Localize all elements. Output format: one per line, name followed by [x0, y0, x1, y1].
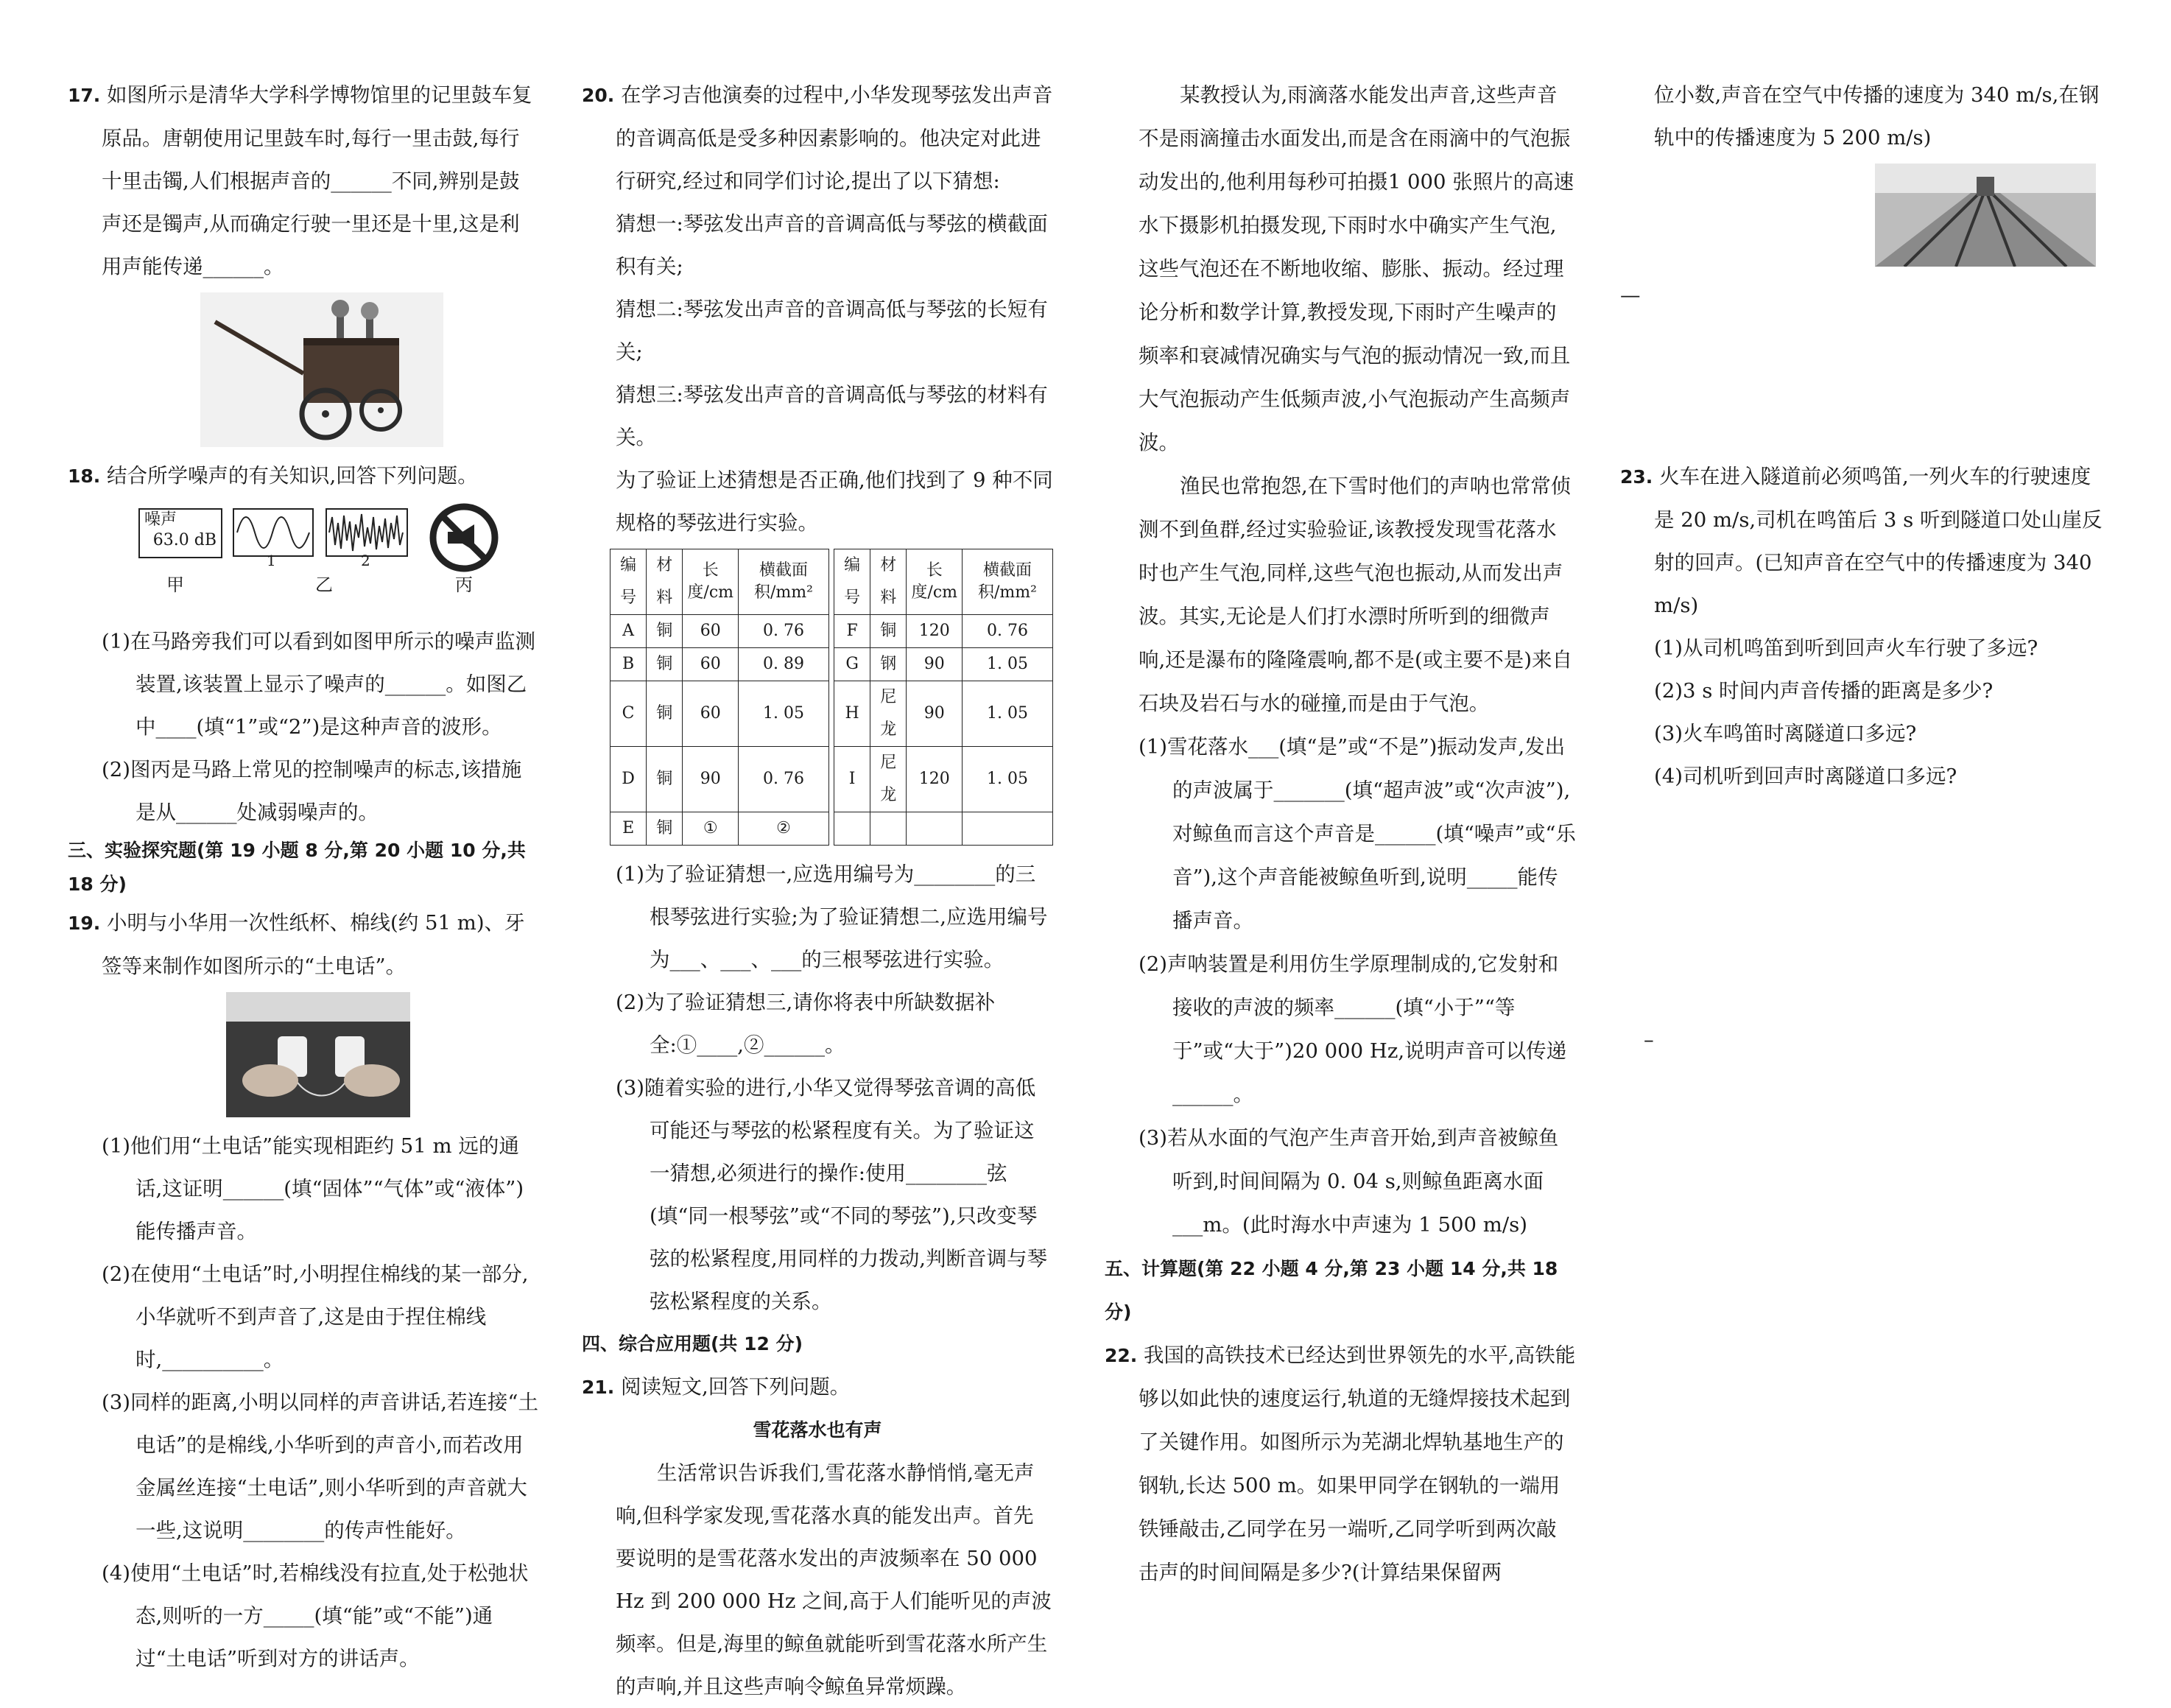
rail-figure — [1875, 164, 2096, 267]
table-row — [611, 747, 1053, 812]
guess-1: 猜想一:琴弦发出声音的音调高低与琴弦的横截面积有关; — [616, 212, 1048, 278]
table-cell: H — [834, 681, 870, 747]
table-cell: B — [611, 648, 647, 681]
table-cell: I — [834, 747, 870, 812]
header-cell: 长度/cm — [907, 549, 963, 615]
table-cell: 60 — [683, 615, 739, 648]
header-cell: 长度/cm — [683, 549, 739, 615]
table-cell: E — [611, 812, 647, 846]
question-21-2: (2)声呐装置是利用仿生学原理制成的,它发射和接收的声波的频率______(填“小于”“等于”或“大于”)20 000 Hz,说明声音可以传递______。 — [1139, 952, 1567, 1106]
table-cell: 120 — [907, 615, 963, 648]
drum-cart-figure — [200, 292, 443, 447]
table-cell: 尼龙 — [870, 681, 907, 747]
table-cell: 90 — [907, 648, 963, 681]
table-cell: 60 — [683, 648, 739, 681]
table-cell: 铜 — [647, 615, 683, 648]
question-19: 19. 小明与小华用一次性纸杯、棉线(约 51 m)、牙签等来制作如图所示的“土电话”。 — [68, 911, 525, 978]
table-cell: 0. 76 — [739, 747, 829, 812]
drum-cart-photo — [200, 292, 443, 447]
figure-label-jia: 甲 — [166, 574, 184, 595]
table-cell: 1. 05 — [739, 681, 829, 747]
question-20: 20. 在学习吉他演奏的过程中,小华发现琴弦发出声音的音调高低是受多种因素影响的。他决定对此进行研究,经过和同学们讨论,提出了以下猜想: — [582, 83, 1053, 193]
table-cell: G — [834, 648, 870, 681]
table-cell: 铜 — [647, 747, 683, 812]
section-4-heading: 四、综合应用题(共 12 分) — [582, 1333, 803, 1354]
table-cell: 1. 05 — [963, 681, 1053, 747]
question-19-2: (2)在使用“土电话”时,小明捏住棉线的某一部分,小华就听不到声音了,这是由于捏住棉线时,__________。 — [102, 1262, 529, 1371]
table-cell: 铜 — [870, 615, 907, 648]
noise-figures — [68, 502, 510, 613]
steel-rail-photo — [1875, 164, 2096, 267]
table-cell — [834, 812, 870, 846]
table-cell — [870, 812, 907, 846]
table-cell: 铜 — [647, 681, 683, 747]
table-cell: 120 — [907, 747, 963, 812]
question-21-3: (3)若从水面的气泡产生声音开始,到声音被鲸鱼听到,时间间隔为 0. 04 s,则鲸鱼距离水面___m。(此时海水中声速为 1 500 m/s) — [1139, 1126, 1559, 1237]
table-cell: ① — [683, 812, 739, 846]
table-cell: F — [834, 615, 870, 648]
string-table-wrap — [610, 549, 1053, 846]
no-horn-sign-icon — [429, 502, 499, 573]
header-cell: 编号 — [834, 549, 870, 615]
table-row — [611, 648, 1053, 681]
table-cell: 0. 76 — [739, 615, 829, 648]
table-cell: 铜 — [647, 648, 683, 681]
header-cell: 编号 — [611, 549, 647, 615]
table-separator — [829, 747, 834, 812]
article-paragraph-2: 某教授认为,雨滴落水能发出声音,这些声音不是雨滴撞击水面发出,而是含在雨滴中的气泡振动发出的,他利用每秒可拍摄1 000 张照片的高速水下摄影机拍摄发现,下雨时水中确实产生气泡,这些气泡还在不断地收缩、膨胀、振动。经过理论分析和数学计算,教授发现,下雨时产生噪声的频率和衰减情况确实与气泡的振动情况一致,而且大气泡振动产生低频声波,小气泡振动产生高频声波。 — [1139, 83, 1574, 454]
wave-label-2: 2 — [361, 552, 370, 569]
table-cell: C — [611, 681, 647, 747]
question-23-3: (3)火车鸣笛时离隧道口多远? — [1654, 722, 1917, 745]
table-cell: 0. 89 — [739, 648, 829, 681]
question-20-intro: 为了验证上述猜想是否正确,他们找到了 9 种不同规格的琴弦进行实验。 — [616, 468, 1053, 535]
question-23-2: (2)3 s 时间内声音传播的距离是多少? — [1654, 679, 1994, 703]
question-17: 17. 如图所示是清华大学科学博物馆里的记里鼓车复原品。唐朝使用记里鼓车时,每行一里击鼓,每行十里击镯,人们根据声音的______不同,辨别是鼓声还是镯声,从而确定行驶一里还是十里,这是利用声能传递______。 — [68, 83, 532, 278]
table-separator — [829, 681, 834, 747]
table-row — [611, 615, 1053, 648]
table-cell: 60 — [683, 681, 739, 747]
figure-label-bing: 丙 — [455, 574, 473, 595]
table-cell: 90 — [907, 681, 963, 747]
string-phone-photo — [226, 992, 410, 1117]
question-20-1: (1)为了验证猜想一,应选用编号为________的三根琴弦进行实验;为了验证猜想二,应选用编号为___、___、___的三根琴弦进行实验。 — [616, 862, 1048, 971]
question-18-2: (2)图丙是马路上常见的控制噪声的标志,该措施是从______处减弱噪声的。 — [102, 758, 522, 824]
wave-label-1: 1 — [267, 552, 276, 569]
question-19-4: (4)使用“土电话”时,若棉线没有拉直,处于松弛状态,则听的一方_____(填“能”或“不能”)通过“土电话”听到对方的讲话声。 — [102, 1561, 529, 1670]
table-cell: ② — [739, 812, 829, 846]
question-20-2: (2)为了验证猜想三,请你将表中所缺数据补全:①____,②______。 — [616, 991, 996, 1057]
noise-monitor: 噪声 63.0 dB — [138, 508, 222, 558]
question-22: 22. 我国的高铁技术已经达到世界领先的水平,高铁能够以如此快的速度运行,轨道的无缝焊接技术起到了关键作用。如图所示为芜湖北焊轨基地生产的钢轨,长达 500 m。如果甲同学在钢轨的一端用铁锤敲击,乙同学在另一端听,乙同学听到两次敲击声的时间间隔是多少?(计算结果保留两 — [1105, 1343, 1576, 1584]
table-cell: 铜 — [647, 812, 683, 846]
question-19-3: (3)同样的距离,小明以同样的声音讲话,若连接“土电话”的是棉线,小华听到的声音小,而若改用金属丝连接“土电话”,则小华听到的声音就大一些,这说明________的传声性能好。 — [102, 1391, 538, 1542]
question-23-1: (1)从司机鸣笛到听到回声火车行驶了多远? — [1654, 636, 2038, 660]
question-21: 21. 阅读短文,回答下列问题。 — [582, 1375, 851, 1399]
table-cell: D — [611, 747, 647, 812]
table-cell: 0. 76 — [963, 615, 1053, 648]
table-header-row — [611, 549, 1053, 615]
question-22-continued: 位小数,声音在空气中传播的速度为 340 m/s,在钢轨中的传播速度为 5 200 m/s) — [1654, 83, 2100, 150]
header-cell: 横截面积/mm² — [739, 549, 829, 615]
answer-line-2: – — [1644, 1028, 1654, 1052]
figure-label-yi: 乙 — [315, 574, 333, 595]
question-23-4: (4)司机听到回声时离隧道口多远? — [1654, 765, 1957, 788]
section-5-heading: 五、计算题(第 22 小题 4 分,第 23 小题 14 分,共 18 分) — [1105, 1258, 1558, 1323]
table-cell: A — [611, 615, 647, 648]
column-2 — [582, 74, 1053, 1708]
header-cell: 材料 — [870, 549, 907, 615]
string-table — [610, 549, 1053, 846]
article-paragraph-3: 渔民也常抱怨,在下雪时他们的声呐也常常侦测不到鱼群,经过实验验证,该教授发现雪花落水时也产生气泡,同样,这些气泡也振动,从而发出声波。其实,无论是人们打水漂时所听到的细微声响,还是瀑布的隆隆震响,都不是(或主要不是)来自石块及岩石与水的碰撞,而是由于气泡。 — [1139, 474, 1572, 715]
guess-3: 猜想三:琴弦发出声音的音调高低与琴弦的材料有关。 — [616, 383, 1048, 449]
table-cell — [963, 812, 1053, 846]
article-paragraph-1: 生活常识告诉我们,雪花落水静悄悄,毫无声响,但科学家发现,雪花落水真的能发出声。首先要说明的是雪花落水发出的声波频率在 50 000 Hz 到 200 000 Hz 之间,高于人们能听见的声波频率。但是,海里的鲸鱼就能听到雪花落水所产生的声响,并且这些声响令鲸鱼异常烦躁。 — [616, 1461, 1052, 1698]
column-1 — [68, 74, 539, 1680]
table-cell — [907, 812, 963, 846]
question-18-1: (1)在马路旁我们可以看到如图甲所示的噪声监测装置,该装置上显示了噪声的______。如图乙中____(填“1”或“2”)是这种声音的波形。 — [102, 630, 535, 739]
header-cell: 材料 — [647, 549, 683, 615]
answer-line-1: — — [1620, 284, 1641, 307]
table-separator — [829, 549, 834, 615]
table-separator — [829, 648, 834, 681]
question-20-3: (3)随着实验的进行,小华又觉得琴弦音调的高低可能还与琴弦的松紧程度有关。为了验证这一猜想,必须进行的操作:使用________弦(填“同一根琴弦”或“不同的琴弦”),只改变琴弦的松紧程度,用同样的力拨动,判断音调与琴弦松紧程度的关系。 — [616, 1076, 1047, 1313]
question-23: 23. 火车在进入隧道前必须鸣笛,一列火车的行驶速度是 20 m/s,司机在鸣笛后 3 s 听到隧道口处山崖反射的回声。(已知声音在空气中的传播速度为 340 m/s) — [1620, 465, 2103, 617]
table-cell: 1. 05 — [963, 648, 1053, 681]
column-3 — [1105, 74, 1576, 1595]
table-cell: 1. 05 — [963, 747, 1053, 812]
table-separator — [829, 812, 834, 846]
section-3-heading: 三、实验探究题(第 19 小题 8 分,第 20 小题 10 分,共 18 分) — [68, 840, 526, 895]
string-phone-figure — [226, 992, 410, 1117]
table-cell: 钢 — [870, 648, 907, 681]
question-19-1: (1)他们用“土电话”能实现相距约 51 m 远的通话,这证明______(填“固体”“气体”或“液体”)能传播声音。 — [102, 1134, 524, 1243]
article-title: 雪花落水也有声 — [753, 1419, 882, 1441]
question-18: 18. 结合所学噪声的有关知识,回答下列问题。 — [68, 464, 478, 488]
column-4 — [1620, 74, 2106, 1061]
guess-2: 猜想二:琴弦发出声音的音调高低与琴弦的长短有关; — [616, 298, 1048, 364]
table-row — [611, 812, 1053, 846]
table-row — [611, 681, 1053, 747]
question-21-1: (1)雪花落水___(填“是”或“不是”)振动发声,发出的声波属于_______(填“超声波”或“次声波”),对鲸鱼而言这个声音是______(填“噪声”或“乐音”),这个声音能被鲸鱼听到,说明_____能传播声音。 — [1139, 735, 1576, 932]
table-separator — [829, 615, 834, 648]
table-cell: 尼龙 — [870, 747, 907, 812]
header-cell: 横截面积/mm² — [963, 549, 1053, 615]
table-cell: 90 — [683, 747, 739, 812]
